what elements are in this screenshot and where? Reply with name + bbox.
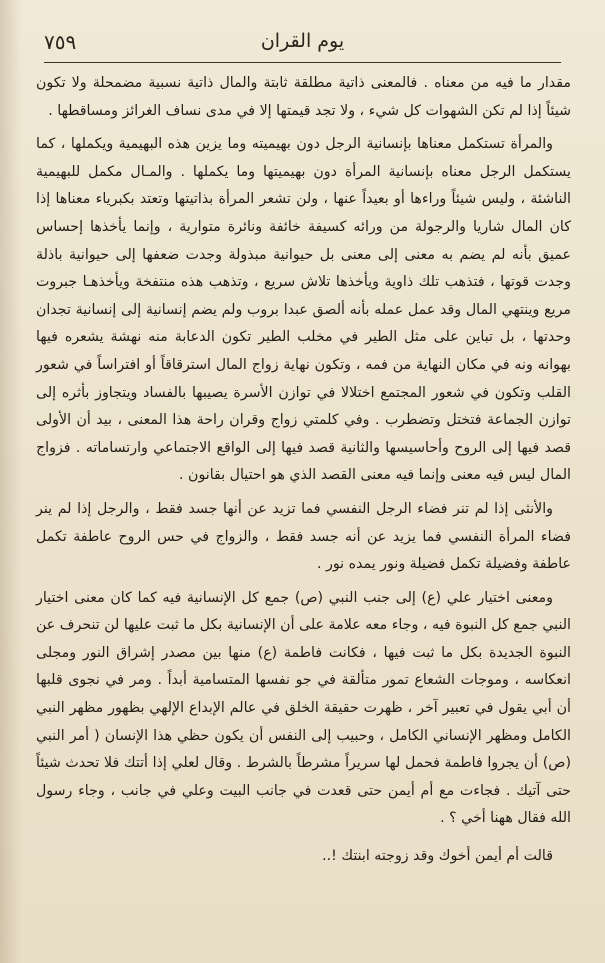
- page-body: [36, 70, 571, 877]
- paragraph-4: ومعنى اختيار علي (ع) إلى جنب النبي (ص) جمع كل الإنسانية فيه كما كان معنى اختيار النبي جمع كل النبوة فيه ، وجاء معه علامة على أن الإنسانية بكل ما ثبت عليها لن تنحرف عن النبوة الجديدة بكل ما ثبت فيها ، فكانت فاطمة (ع) منها بين مصدر إشراق النور ومجلى انعكاسه ، وموجات الشعاع تمور متألقة في جو نفسها المتسامية أبداً . ومر في نجوى قلبها أن أبي يقول في تعبير آخر ، ظهرت حقيقة الخلق في عالم الإبداع الإلهي بظهور مظهر النبي الكامل ومظهر الإنساني الكامل ، وحبيب إلى النفس أن يكون حظي هذا الإنسان ( أمر النبي (ص) أن يجروا فاطمة فحمل لها سريراً مشرطاً بالشرط . وقال لعلي إذا أتتك فلا تحدث شيئاً حتى آتيك . فجاءت مع أم أيمن حتى قعدت في جانب البيت وعلي في جانب ، وجاء رسول الله فقال ههنا أخي ؟ .: [36, 589, 571, 827]
- paragraph-1: مقدار ما فيه من معناه . فالمعنى ذاتية مطلقة ثابتة والمال ذاتية نسبية مضمحلة ولا تكون شيئاً إذا لم تكن الشهوات كل شيء ، ولا تجد قيمتها إلا في مدى نساف الغرائز ومساقطها .: [36, 75, 571, 119]
- page-number: ٧٥٩: [44, 30, 77, 54]
- header-divider: [44, 62, 561, 63]
- running-head: يوم القران: [260, 30, 345, 52]
- paragraph-3: والأنثى إذا لم تنر فضاء الرجل النفسي فما تزيد عن أنها جسد فقط ، والرجل إذا لم ينر فضاء المرأة النفسي فما يزيد عن أنه جسد فقط ، والزواج في حس الروح عاطفة تكمل عاطفة وفضيلة تكمل فضيلة ونور يمده نور .: [36, 500, 571, 573]
- binding-shadow: [0, 0, 22, 963]
- paragraph-2: والمرأة تستكمل معناها بإنسانية الرجل دون بهيميته وما يزين هذه البهيمية ويكملها ، كما يستكمل الرجل معناه بإنسانية المرأة دون بهيميتها وما يكملها . والمـال مكمل للبهيمية الناشئة ، وليس شيئاً وراءها أو بعيداً عنها ، ولن تشعر المرأة بذاتيتها وتعتد بكبرياء معناها إذا كان المال شاريا والرجولة من ورائه كسيفة خائفة ونائرة متوارية ، وإنما يأخذها إحساس عميق بأنه لم يضم به معنى إلى معنى بل حيوانية مبذولة وجدت ضعفها إلى حيوانية باذلة وجدت قوتها ، فتذهب تلك ذاوية ويأخذها تلاش سريع ، وتذهب هذه منتفخة ويأخذهـا جبروت مريع وينتهي المال وقد عمل عمله بأنه ألصق عبدا بروب ولم يضم إنسانية إلى إنسانية تجدان وحدتها ، بل تباين على مثل الطير في مخلب الطير تكون الدعابة منه نهشة يشعره فيها بهوانه ونه في مكان النهاية من فمه ، وتكون نهاية زواج المال استرقاقاً أو افتراساً في شعور القلب وتكون في شعور المجتمع اختلالا في توازن الأسرة يصيبها بالفساد ويتجاوز بأثره إلى توازن الجماعة فتختل وتضطرب . وفي كلمتي زواج وقران راحة هذا المعنى ، بيد أن الأولى قصد فيها إلى الروح وأحاسيسها والثانية قصد فيها إلى الواقع الاجتماعي وارتساماته . فزواج المال ليس فيه معنى وإنما فيه معنى القصد الذي هو احتيال بقانون .: [36, 136, 571, 484]
- page-header: [40, 28, 565, 58]
- paragraph-5: قالت أم أيمن أخوك وقد زوجته ابنتك !..: [322, 848, 553, 865]
